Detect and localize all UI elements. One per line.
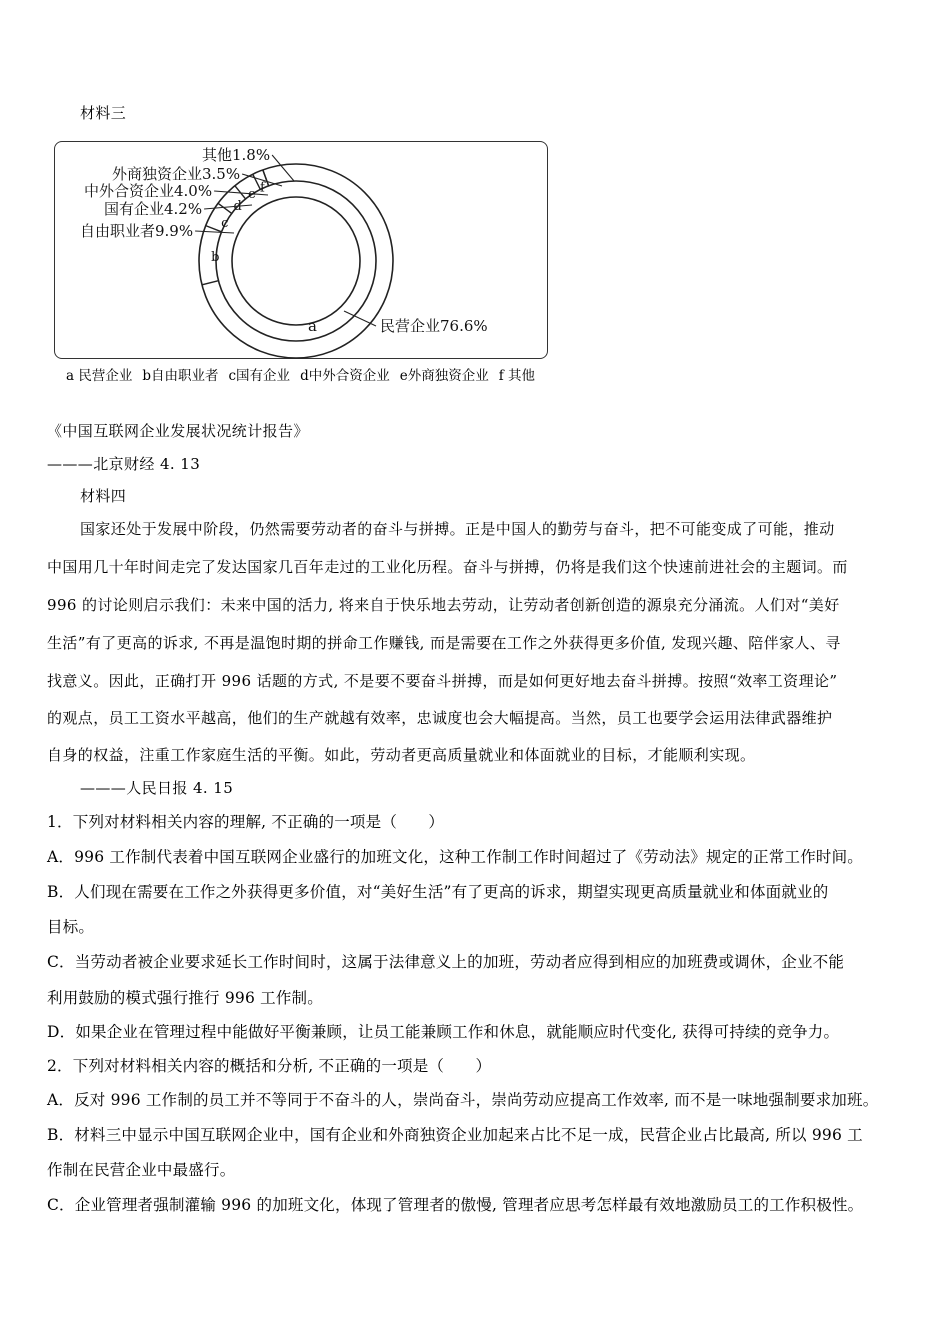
leader-line-a — [344, 311, 376, 326]
q1-stem: 1．下列对材料相关内容的理解, 不正确的一项是（ ） — [47, 813, 445, 831]
source-3: 《中国互联网企业发展状况统计报告》 — [47, 422, 309, 440]
slice-label-f: f — [260, 180, 265, 196]
q1-option-c: C．当劳动者被企业要求延长工作时间时，这属于法律意义上的加班，劳动者应得到相应的加班费或调休，企业不能 — [47, 953, 845, 971]
para4-line: 996 的讨论则启示我们：未来中国的活力, 将来自于快乐地去劳动，让劳动者创新创造的源泉充分涌流。人们对“美好 — [47, 596, 840, 614]
callout-a: 民营企业76.6% — [380, 317, 488, 335]
slice-boundary-c — [206, 226, 222, 232]
legend-item: a 民营企业 — [66, 368, 133, 384]
q1-option-b: B．人们现在需要在工作之外获得更多价值，对“美好生活”有了更高的诉求，期望实现更高质量就业和体面就业的 — [47, 883, 829, 901]
slice-boundary-d — [218, 203, 232, 213]
slice-label-d: d — [233, 199, 242, 215]
q1-option-b-cont: 目标。 — [47, 918, 95, 936]
callout-f: 其他1.8% — [202, 146, 271, 164]
callout-c: 国有企业4.2% — [104, 200, 203, 218]
legend-item: c国有企业 — [228, 368, 291, 384]
slice-label-e: e — [248, 186, 256, 202]
source-4-attribution: ———人民日报 4. 15 — [80, 779, 234, 797]
inner-ring — [232, 197, 360, 325]
source-3-attribution: ———北京财经 4. 13 — [47, 455, 201, 473]
slice-label-b: b — [211, 249, 220, 265]
q1-option-a: A．996 工作制代表着中国互联网企业盛行的加班文化，这种工作制工作时间超过了《劳动法》规定的正常工作时间。 — [47, 848, 864, 866]
para4-line: 中国用几十年时间走完了发达国家几百年走过的工业化历程。奋斗与拼搏，仍将是我们这个快速前进社会的主题词。而 — [47, 558, 848, 576]
para4-line: 找意义。因此，正确打开 996 话题的方式, 不是要不要奋斗拼搏，而是如何更好地去奋斗拼搏。按照“效率工资理论” — [47, 672, 838, 690]
slice-boundary-b — [202, 281, 218, 285]
q1-option-d: D．如果企业在管理过程中能做好平衡兼顾，让员工能兼顾工作和休息，就能顺应时代变化, 获得可持续的竞争力。 — [47, 1023, 840, 1041]
material-4-heading: 材料四 — [80, 487, 127, 505]
ring-chart — [54, 141, 546, 361]
leader-line-b — [195, 231, 234, 233]
legend-item: f 其他 — [498, 368, 536, 384]
legend-item: d中外合资企业 — [300, 368, 390, 384]
outer-ring — [199, 164, 393, 358]
leader-line-f — [272, 155, 294, 181]
slice-label-a: a — [308, 317, 317, 335]
q2-option-b-cont: 作制在民营企业中最盛行。 — [47, 1161, 236, 1179]
q2-option-c: C．企业管理者强制灌输 996 的加班文化，体现了管理者的傲慢, 管理者应思考怎样最有效地激励员工的工作积极性。 — [47, 1196, 864, 1214]
q2-option-b: B．材料三中显示中国互联网企业中，国有企业和外商独资企业加起来占比不足一成，民营企业占比最高, 所以 996 工 — [47, 1126, 863, 1144]
para4-line: 国家还处于发展中阶段，仍然需要劳动者的奋斗与拼搏。正是中国人的勤劳与奋斗，把不可能变成了可能，推动 — [80, 520, 835, 538]
leader-line-c — [204, 205, 252, 209]
legend-item: b自由职业者 — [142, 368, 219, 384]
para4-line: 生活”有了更高的诉求, 不再是温饱时期的拼命工作赚钱, 而是需要在工作之外获得更多价值, 发现兴趣、陪伴家人、寻 — [47, 634, 841, 652]
q2-option-a: A．反对 996 工作制的员工并不等同于不奋斗的人，崇尚奋斗，崇尚劳动应提高工作效率, 而不是一味地强制要求加班。 — [47, 1091, 879, 1109]
callout-e: 外商独资企业3.5% — [112, 165, 241, 183]
q1-option-c-cont: 利用鼓励的模式强行推行 996 工作制。 — [47, 989, 323, 1007]
chart-legend — [66, 364, 545, 384]
callout-d: 中外合资企业4.0% — [84, 182, 213, 200]
legend-item: e外商独资企业 — [399, 368, 489, 384]
para4-line: 自身的权益，注重工作家庭生活的平衡。如此，劳动者更高质量就业和体面就业的目标，才能顺利实现。 — [47, 746, 756, 764]
para4-line: 的观点，员工工资水平越高，他们的生产就越有效率，忠诚度也会大幅提高。当然，员工也要学会运用法律武器维护 — [47, 709, 833, 727]
q2-stem: 2．下列对材料相关内容的概括和分析, 不正确的一项是（ ） — [47, 1057, 492, 1075]
slice-label-c: c — [221, 215, 229, 231]
callout-b: 自由职业者9.9% — [80, 222, 194, 240]
material-3-heading: 材料三 — [80, 104, 127, 122]
